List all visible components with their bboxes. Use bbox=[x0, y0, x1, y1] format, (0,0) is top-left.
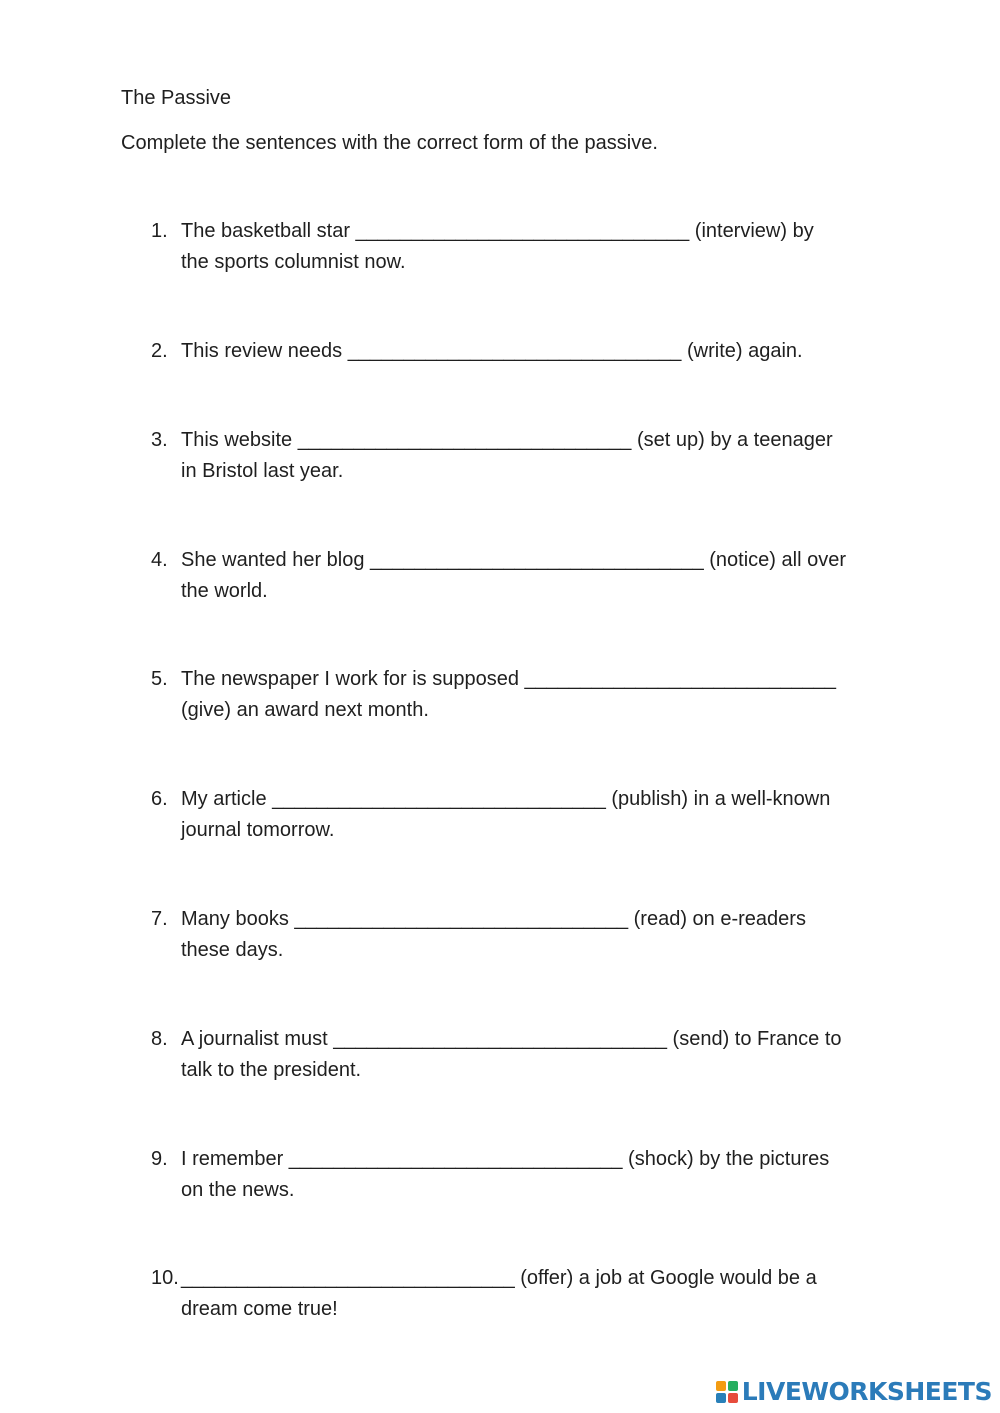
logo-tile bbox=[716, 1381, 726, 1391]
question-text-line1: This website ______________________________ (set up) by a teenager bbox=[181, 429, 833, 451]
logo-text: LIVEWORKSHEETS bbox=[741, 1377, 992, 1406]
question-text-line1: My article ______________________________ (publish) in a well-known bbox=[181, 788, 831, 810]
question-text-line1: She wanted her blog ______________________________ (notice) all over bbox=[181, 549, 846, 571]
question-text-line1: I remember ______________________________ (shock) by the pictures bbox=[181, 1148, 830, 1170]
question-text-line2: the sports columnist now. bbox=[181, 251, 406, 273]
question-text-line2: talk to the president. bbox=[181, 1059, 362, 1081]
logo-tile bbox=[716, 1393, 726, 1403]
question-text-line1: The newspaper I work for is supposed ____________________________ bbox=[181, 668, 836, 690]
liveworksheets-logo-icon bbox=[716, 1381, 738, 1403]
question-text-line2: on the news. bbox=[181, 1179, 295, 1201]
question-text-line2: the world. bbox=[181, 580, 268, 602]
question-text-line2: in Bristol last year. bbox=[181, 460, 344, 482]
question-text-line2: journal tomorrow. bbox=[181, 819, 335, 841]
logo-tile bbox=[728, 1393, 738, 1403]
question-number: 10. bbox=[151, 1267, 179, 1289]
question-text-line1: This review needs ______________________________ (write) again. bbox=[181, 340, 803, 362]
question-number: 4. bbox=[151, 549, 168, 571]
logo-tile bbox=[728, 1381, 738, 1391]
liveworksheets-logo[interactable] bbox=[716, 1377, 992, 1407]
question-number: 8. bbox=[151, 1028, 168, 1050]
question-number: 3. bbox=[151, 429, 168, 451]
question-number: 2. bbox=[151, 340, 168, 362]
question-text-line2: dream come true! bbox=[181, 1298, 338, 1320]
worksheet-title: The Passive bbox=[121, 87, 232, 109]
question-text-line2: these days. bbox=[181, 939, 284, 961]
question-number: 7. bbox=[151, 908, 168, 930]
question-text-line1: ______________________________ (offer) a job at Google would be a bbox=[181, 1267, 817, 1289]
question-text-line1: The basketball star ______________________________ (interview) by bbox=[181, 220, 814, 242]
question-number: 9. bbox=[151, 1148, 168, 1170]
question-number: 6. bbox=[151, 788, 168, 810]
question-number: 5. bbox=[151, 668, 168, 690]
question-text-line1: A journalist must ______________________________ (send) to France to bbox=[181, 1028, 842, 1050]
question-text-line2: (give) an award next month. bbox=[181, 699, 429, 721]
question-number: 1. bbox=[151, 220, 168, 242]
question-text-line1: Many books ______________________________ (read) on e-readers bbox=[181, 908, 806, 930]
worksheet-instruction: Complete the sentences with the correct form of the passive. bbox=[121, 132, 658, 154]
